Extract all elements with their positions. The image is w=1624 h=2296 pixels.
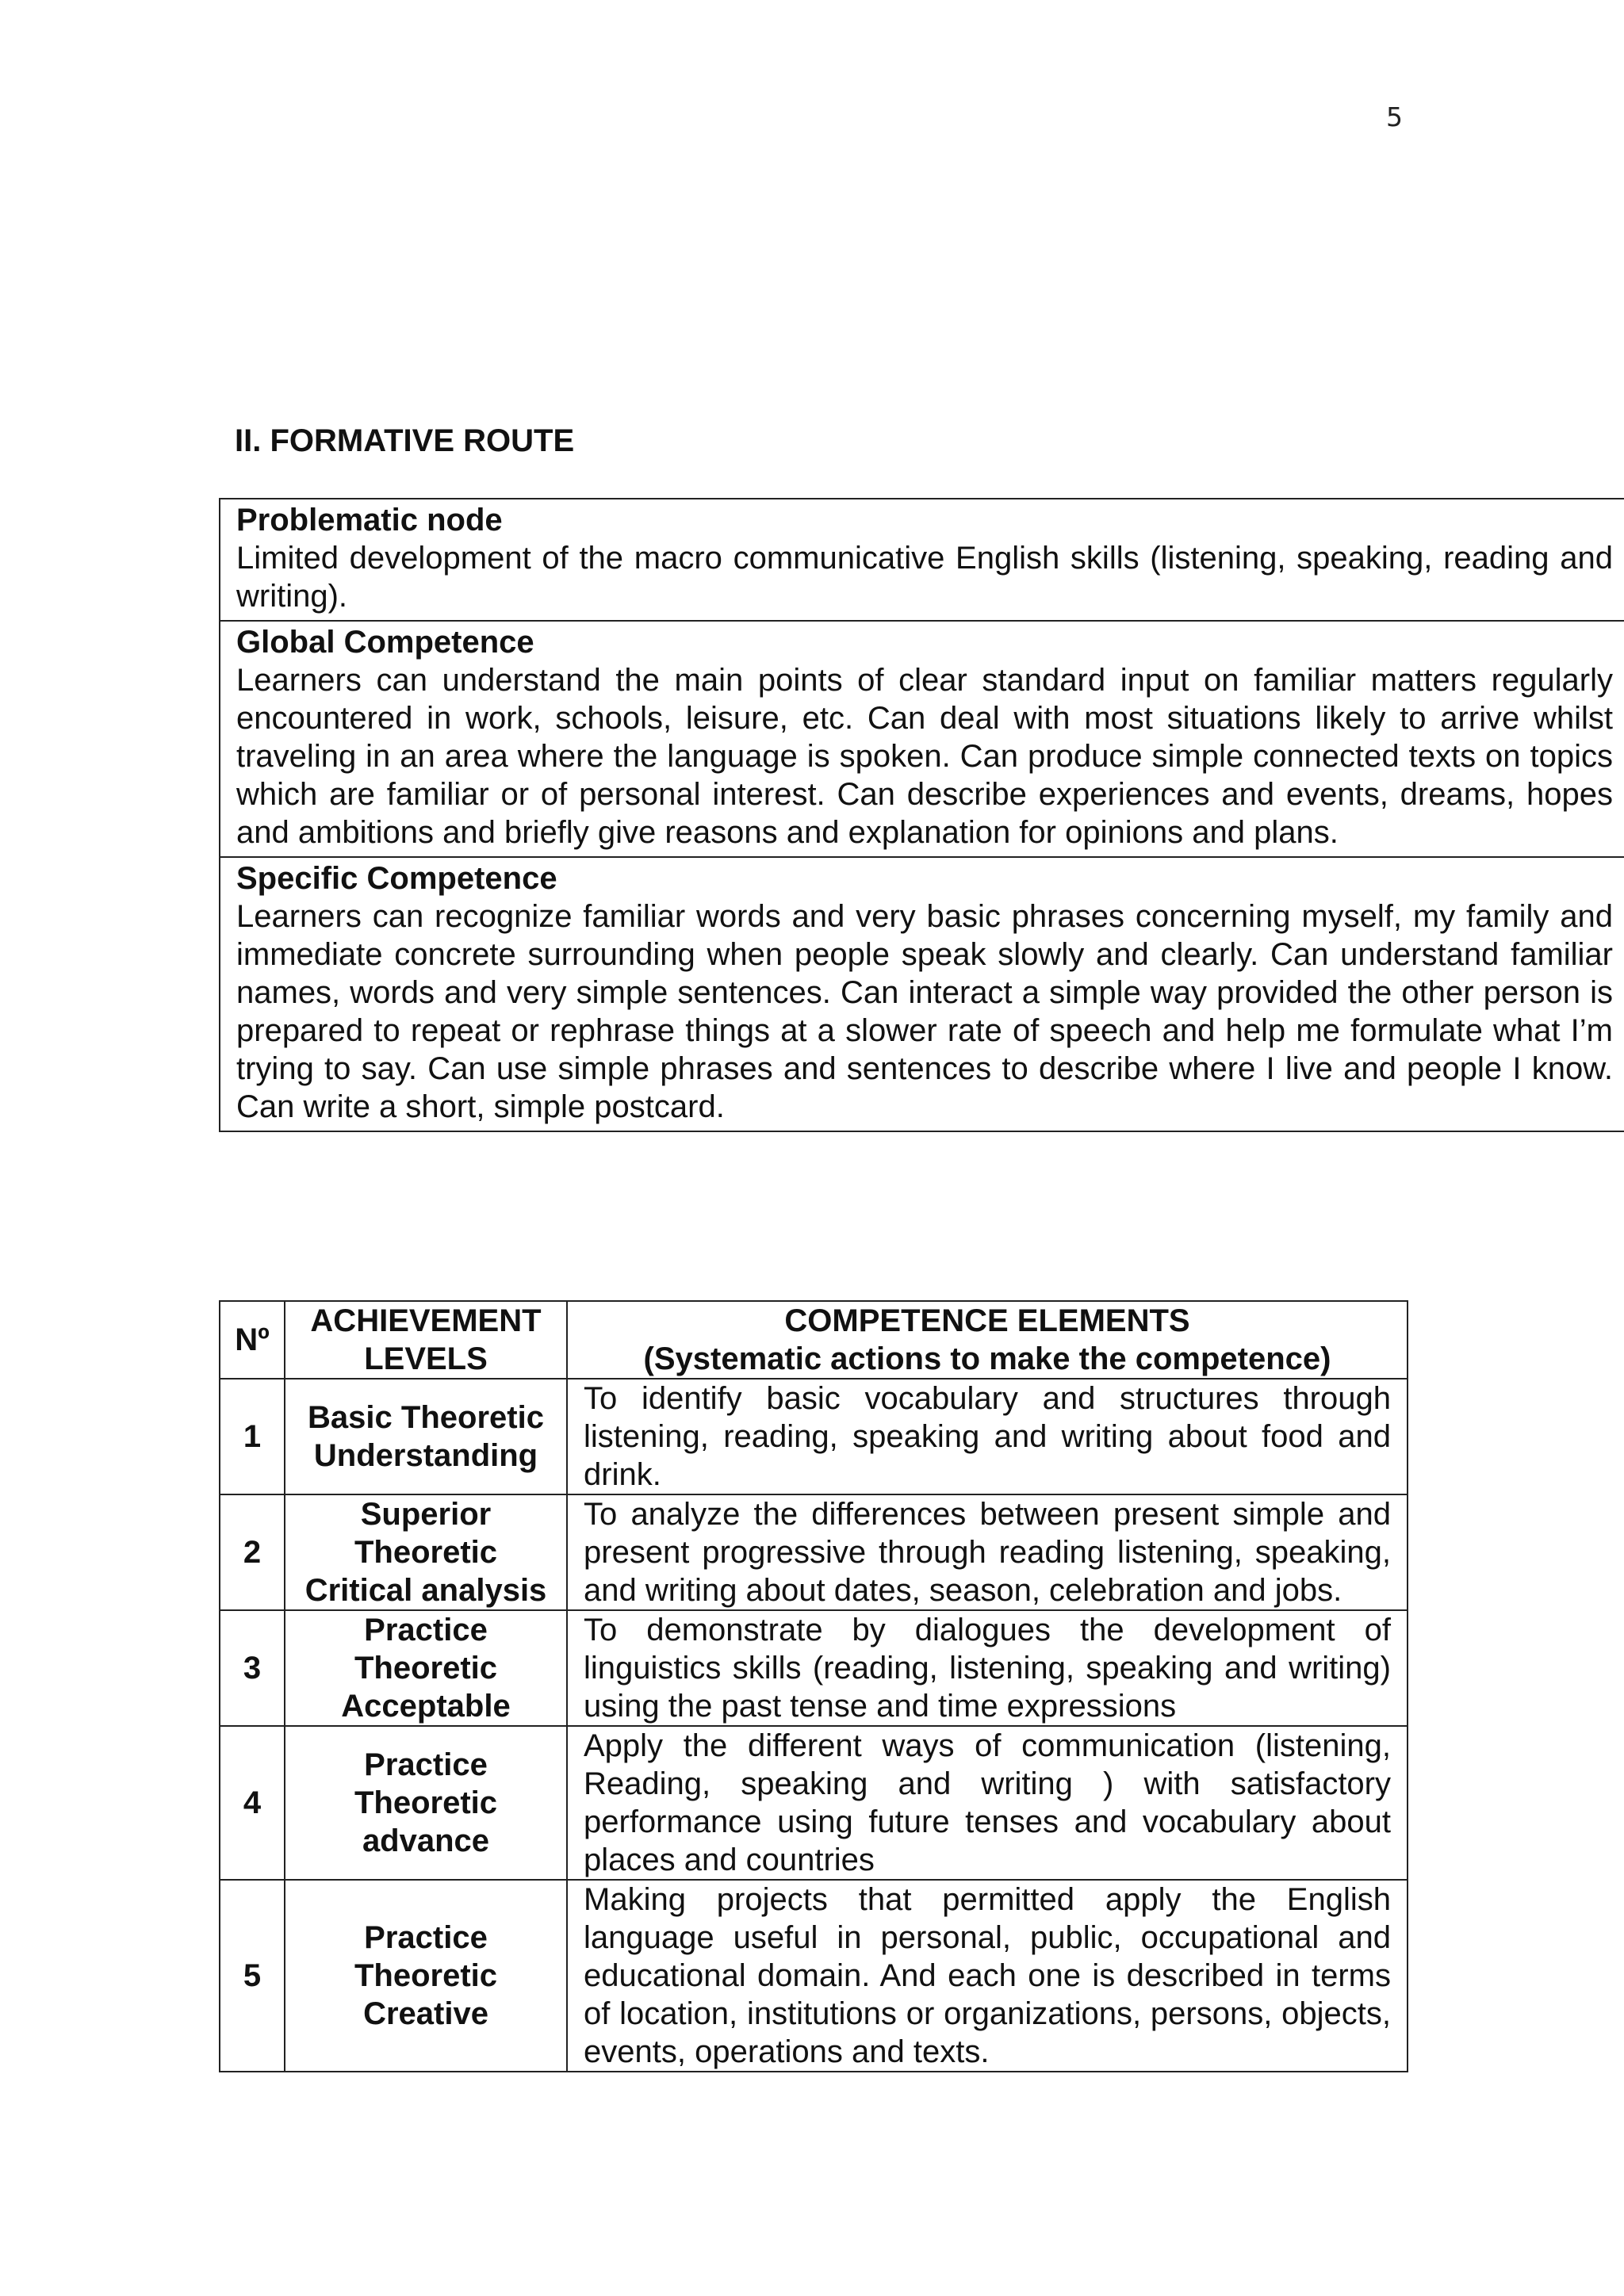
header-elements-line2: (Systematic actions to make the competence) (643, 1341, 1331, 1376)
row-level (285, 1379, 567, 1494)
level-line: Practice (364, 1920, 488, 1955)
row-level (285, 1610, 567, 1726)
level-line: Acceptable (341, 1689, 511, 1724)
row-level (285, 1494, 567, 1610)
row-description: To identify basic vocabulary and structures through listening, reading, speaking and writing about food and drink. (567, 1379, 1408, 1494)
page-number: 5 (1386, 101, 1403, 132)
specific-competence-section (220, 856, 1624, 1131)
row-number: 5 (220, 1880, 285, 2072)
table-row (220, 1726, 1408, 1880)
header-achievement-line1: ACHIEVEMENT (310, 1303, 542, 1338)
table-row (220, 1379, 1408, 1494)
level-line: Theoretic (354, 1785, 498, 1820)
global-competence-heading: Global Competence (236, 625, 534, 660)
row-description: Apply the different ways of communication (listening, Reading, speaking and writing ) with satisfactory performance using future tenses and vocabulary about places and countries (567, 1726, 1408, 1880)
table-row (220, 1880, 1408, 2072)
problematic-node-section (220, 499, 1624, 620)
row-level (285, 1726, 567, 1880)
level-line: Critical analysis (304, 1573, 547, 1608)
level-line: Understanding (313, 1438, 538, 1473)
level-line: Basic Theoretic (308, 1400, 544, 1435)
header-number: Nº (220, 1301, 285, 1379)
level-line: Practice (364, 1747, 488, 1782)
achievement-table (219, 1300, 1408, 2072)
row-level (285, 1880, 567, 2072)
level-line: Theoretic (354, 1535, 498, 1570)
level-line: Theoretic (354, 1958, 498, 1993)
row-number: 2 (220, 1494, 285, 1610)
row-description: To demonstrate by dialogues the development of linguistics skills (reading, listening, speaking and writing) using the past tense and time expressions (567, 1610, 1408, 1726)
global-competence-text: Learners can understand the main points of clear standard input on familiar matters regularly encountered in work, schools, leisure, etc. Can deal with most situations likely to arrive whilst traveling in an area where the language is spoken. Can produce simple connected texts on topics which are familiar or of personal interest. Can describe experiences and events, dreams, hopes and ambitions and briefly give reasons and explanation for opinions and plans. (236, 663, 1613, 850)
table-row (220, 1494, 1408, 1610)
section-title: II. FORMATIVE ROUTE (235, 423, 575, 458)
level-line: Theoretic (354, 1651, 498, 1686)
header-competence-elements (567, 1301, 1408, 1379)
level-line: Creative (363, 1996, 488, 2031)
header-achievement-line2: LEVELS (364, 1341, 488, 1376)
problematic-node-text: Limited development of the macro communicative English skills (listening, speaking, reading and writing). (236, 541, 1613, 614)
table-header-row (220, 1301, 1408, 1379)
competence-box (219, 498, 1624, 1132)
level-line: Superior (360, 1497, 492, 1532)
global-competence-section (220, 620, 1624, 856)
row-description: To analyze the differences between present simple and present progressive through reading listening, speaking, and writing about dates, season, celebration and jobs. (567, 1494, 1408, 1610)
specific-competence-heading: Specific Competence (236, 861, 557, 896)
level-line: advance (362, 1823, 490, 1858)
row-number: 1 (220, 1379, 285, 1494)
row-number: 4 (220, 1726, 285, 1880)
table-row (220, 1610, 1408, 1726)
specific-competence-text: Learners can recognize familiar words and very basic phrases concerning myself, my family and immediate concrete surrounding when people speak slowly and clearly. Can understand familiar names, words and very simple sentences. Can interact a simple way provided the other person is prepared to repeat or rephrase things at a slower rate of speech and help me formulate what I’m trying to say. Can use simple phrases and sentences to describe where I live and people I know. Can write a short, simple postcard. (236, 899, 1613, 1124)
header-achievement-levels (285, 1301, 567, 1379)
level-line: Practice (364, 1613, 488, 1647)
header-elements-line1: COMPETENCE ELEMENTS (784, 1303, 1190, 1338)
row-description: Making projects that permitted apply the English language useful in personal, public, occupational and educational domain. And each one is described in terms of location, institutions or organizations, persons, objects, events, operations and texts. (567, 1880, 1408, 2072)
row-number: 3 (220, 1610, 285, 1726)
problematic-node-heading: Problematic node (236, 503, 503, 538)
